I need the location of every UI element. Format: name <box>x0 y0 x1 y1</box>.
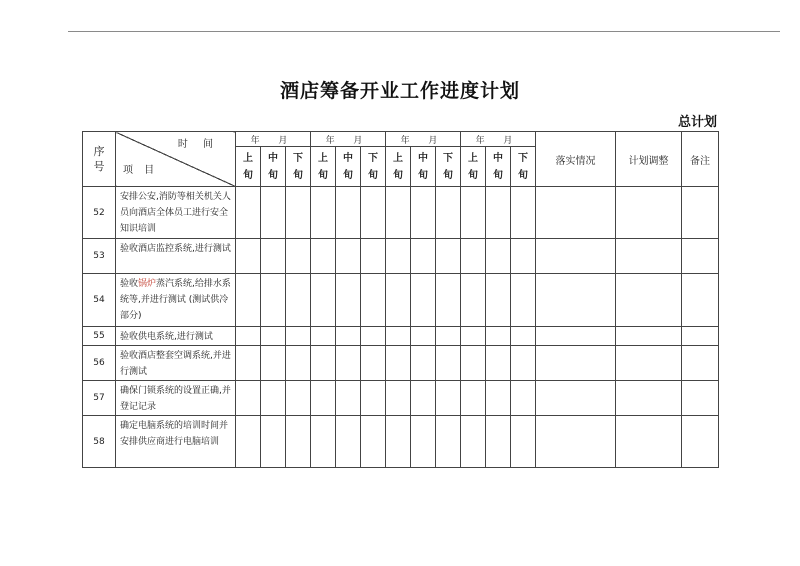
schedule-cell <box>511 346 536 381</box>
remarks-cell <box>682 187 719 239</box>
schedule-cell <box>511 327 536 346</box>
schedule-cell <box>386 274 411 327</box>
remarks-cell <box>682 346 719 381</box>
schedule-cell <box>336 346 361 381</box>
schedule-cell <box>286 327 311 346</box>
schedule-cell <box>286 416 311 468</box>
schedule-cell <box>286 239 311 274</box>
execution-cell <box>536 327 616 346</box>
task-text-after: 蒸汽系统,给排水系统等,并进行测试 (测试供冷部分) <box>120 279 231 321</box>
remarks-cell <box>682 381 719 416</box>
schedule-cell <box>511 274 536 327</box>
seq-header: 序 号 <box>83 132 116 187</box>
schedule-cell <box>236 327 261 346</box>
schedule-cell <box>336 381 361 416</box>
schedule-cell <box>261 187 286 239</box>
top-rule <box>68 31 780 32</box>
schedule-cell <box>486 381 511 416</box>
schedule-cell <box>461 346 486 381</box>
row-task-description: 确保门锁系统的设置正确,并登记记录 <box>116 381 236 416</box>
schedule-cell <box>486 239 511 274</box>
xun-header: 中 旬 <box>336 147 361 187</box>
row-task-description <box>116 274 236 327</box>
schedule-cell <box>386 187 411 239</box>
remarks-header: 备注 <box>682 132 719 187</box>
schedule-cell <box>461 187 486 239</box>
row-seq-number: 52 <box>83 187 116 239</box>
schedule-cell <box>336 416 361 468</box>
month-group-header: 年 月 <box>311 132 386 147</box>
schedule-cell <box>311 327 336 346</box>
schedule-cell <box>436 274 461 327</box>
schedule-cell <box>411 381 436 416</box>
schedule-cell <box>486 346 511 381</box>
adjustment-cell <box>616 187 682 239</box>
adjustment-cell <box>616 416 682 468</box>
schedule-cell <box>411 187 436 239</box>
row-seq-number: 56 <box>83 346 116 381</box>
schedule-cell <box>411 239 436 274</box>
schedule-cell <box>236 274 261 327</box>
schedule-cell <box>386 327 411 346</box>
execution-header: 落实情况 <box>536 132 616 187</box>
schedule-cell <box>286 187 311 239</box>
schedule-cell <box>336 274 361 327</box>
schedule-cell <box>461 239 486 274</box>
schedule-cell <box>361 187 386 239</box>
schedule-cell <box>336 239 361 274</box>
schedule-cell <box>511 416 536 468</box>
schedule-cell <box>336 187 361 239</box>
xun-header: 中 旬 <box>486 147 511 187</box>
task-text-highlight: 锅炉 <box>138 279 157 289</box>
schedule-cell <box>436 381 461 416</box>
execution-cell <box>536 274 616 327</box>
schedule-cell <box>261 346 286 381</box>
document-title: 酒店筹备开业工作进度计划 <box>279 80 520 102</box>
schedule-cell <box>261 381 286 416</box>
xun-header: 下 旬 <box>511 147 536 187</box>
schedule-cell <box>486 416 511 468</box>
adjustment-cell <box>616 274 682 327</box>
schedule-cell <box>386 381 411 416</box>
schedule-cell <box>261 239 286 274</box>
xun-header: 上 旬 <box>311 147 336 187</box>
schedule-cell <box>261 327 286 346</box>
schedule-cell <box>311 239 336 274</box>
table-row <box>83 187 719 239</box>
schedule-cell <box>436 346 461 381</box>
schedule-cell <box>261 416 286 468</box>
month-group-header: 年 月 <box>236 132 311 147</box>
schedule-cell <box>436 327 461 346</box>
schedule-cell <box>411 327 436 346</box>
remarks-cell <box>682 274 719 327</box>
execution-cell <box>536 416 616 468</box>
row-seq-number: 55 <box>83 327 116 346</box>
remarks-cell <box>682 416 719 468</box>
xun-header: 下 旬 <box>436 147 461 187</box>
row-task-description: 验收酒店整套空调系统,并进行测试 <box>116 346 236 381</box>
schedule-cell <box>436 187 461 239</box>
execution-cell <box>536 239 616 274</box>
task-text-before: 验收 <box>120 279 139 289</box>
schedule-cell <box>261 274 286 327</box>
schedule-cell <box>286 381 311 416</box>
adjustment-header: 计划调整 <box>616 132 682 187</box>
diagonal-header-cell <box>116 132 236 187</box>
schedule-cell <box>236 381 261 416</box>
table-row <box>83 239 719 274</box>
schedule-cell <box>361 346 386 381</box>
row-seq-number: 57 <box>83 381 116 416</box>
xun-header: 上 旬 <box>461 147 486 187</box>
schedule-cell <box>411 416 436 468</box>
schedule-cell <box>361 327 386 346</box>
table-row <box>83 416 719 468</box>
row-task-description: 验收供电系统,进行测试 <box>116 327 236 346</box>
remarks-cell <box>682 327 719 346</box>
schedule-cell <box>461 274 486 327</box>
schedule-cell <box>286 346 311 381</box>
header-row-months <box>83 132 719 147</box>
schedule-cell <box>236 416 261 468</box>
item-header-label: 项 目 <box>123 165 159 176</box>
schedule-cell <box>486 274 511 327</box>
schedule-cell <box>386 239 411 274</box>
schedule-cell <box>486 327 511 346</box>
schedule-cell <box>461 416 486 468</box>
schedule-cell <box>236 239 261 274</box>
schedule-cell <box>511 239 536 274</box>
adjustment-cell <box>616 381 682 416</box>
table-row <box>83 327 719 346</box>
execution-cell <box>536 187 616 239</box>
schedule-table <box>82 131 719 468</box>
xun-header: 上 旬 <box>236 147 261 187</box>
remarks-cell <box>682 239 719 274</box>
time-header-label: 时 间 <box>177 139 219 150</box>
schedule-cell <box>411 274 436 327</box>
schedule-cell <box>486 187 511 239</box>
schedule-cell <box>436 416 461 468</box>
execution-cell <box>536 381 616 416</box>
execution-cell <box>536 346 616 381</box>
schedule-cell <box>511 381 536 416</box>
table-row <box>83 346 719 381</box>
schedule-cell <box>311 381 336 416</box>
schedule-cell <box>461 381 486 416</box>
schedule-cell <box>311 274 336 327</box>
schedule-cell <box>236 346 261 381</box>
adjustment-cell <box>616 239 682 274</box>
row-seq-number: 58 <box>83 416 116 468</box>
adjustment-cell <box>616 327 682 346</box>
row-seq-number: 54 <box>83 274 116 327</box>
table-row <box>83 381 719 416</box>
xun-header: 中 旬 <box>261 147 286 187</box>
schedule-cell <box>336 327 361 346</box>
row-task-description: 安排公安,消防等相关机关人员向酒店全体员工进行安全知识培训 <box>116 187 236 239</box>
schedule-cell <box>386 346 411 381</box>
schedule-cell <box>361 239 386 274</box>
schedule-cell <box>236 187 261 239</box>
schedule-cell <box>386 416 411 468</box>
xun-header: 上 旬 <box>386 147 411 187</box>
schedule-cell <box>311 416 336 468</box>
schedule-cell <box>411 346 436 381</box>
xun-header: 下 旬 <box>361 147 386 187</box>
schedule-cell <box>311 346 336 381</box>
schedule-cell <box>311 187 336 239</box>
month-group-header: 年 月 <box>461 132 536 147</box>
schedule-cell <box>461 327 486 346</box>
schedule-cell <box>436 239 461 274</box>
xun-header: 中 旬 <box>411 147 436 187</box>
schedule-cell <box>361 381 386 416</box>
row-task-description: 确定电脑系统的培训时间并安排供应商进行电脑培训 <box>116 416 236 468</box>
row-task-description: 验收酒店监控系统,进行测试 <box>116 239 236 274</box>
schedule-cell <box>286 274 311 327</box>
table-row <box>83 274 719 327</box>
xun-header: 下 旬 <box>286 147 311 187</box>
schedule-cell <box>511 187 536 239</box>
adjustment-cell <box>616 346 682 381</box>
row-seq-number: 53 <box>83 239 116 274</box>
month-group-header: 年 月 <box>386 132 461 147</box>
schedule-cell <box>361 416 386 468</box>
schedule-cell <box>361 274 386 327</box>
document-subtitle: 总计划 <box>677 115 717 130</box>
